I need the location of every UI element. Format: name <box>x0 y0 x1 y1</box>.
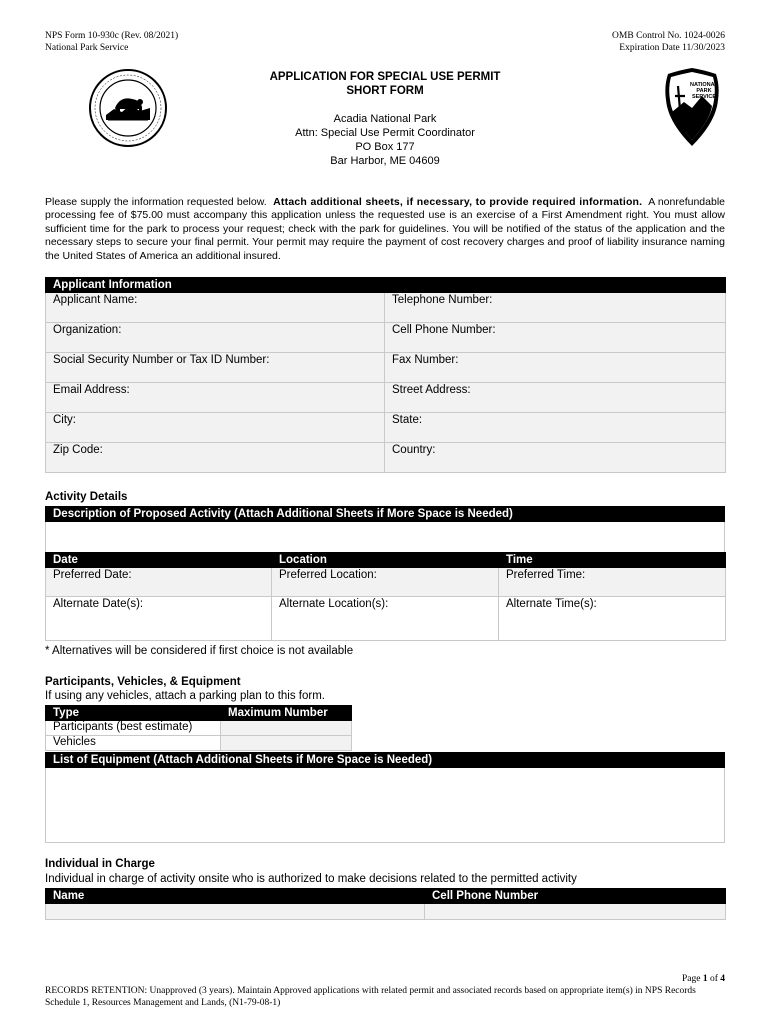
preferred-time-field[interactable]: Preferred Time: <box>499 568 726 597</box>
table-row <box>46 293 726 323</box>
records-retention-note: RECORDS RETENTION: Unapproved (3 years). Maintain Approved applications with related permit and associated records based on appropriate item(s) in NPS Records Schedule 1, Resources Management and Lands, (N1-79-08-1) <box>45 986 696 1008</box>
svg-text:PARK: PARK <box>696 88 712 94</box>
ssn-tax-id-field[interactable]: Social Security Number or Tax ID Number: <box>46 353 385 383</box>
svg-text:NATIONAL: NATIONAL <box>689 82 719 88</box>
type-column-header: Type <box>46 706 221 721</box>
cell-phone-number-field[interactable]: Cell Phone Number: <box>385 323 726 353</box>
participants-title: Participants, Vehicles, & Equipment <box>45 676 241 688</box>
activity-description-header: Description of Proposed Activity (Attach Additional Sheets if More Space is Needed) <box>46 507 725 522</box>
form-header-right <box>612 30 725 54</box>
state-field[interactable]: State: <box>385 413 726 443</box>
page-number: Page 1 of 4 <box>681 974 725 984</box>
form-title-line1: APPLICATION FOR SPECIAL USE PERMIT <box>269 71 501 83</box>
telephone-number-field[interactable]: Telephone Number: <box>385 293 726 323</box>
agency-name: National Park Service <box>45 43 129 53</box>
equipment-table <box>45 752 725 843</box>
interior-seal-icon <box>88 68 168 148</box>
individual-in-charge-note: Individual in charge of activity onsite who is authorized to make decisions related to the permitted activity <box>45 873 577 885</box>
attention-line: Attn: Special Use Permit Coordinator <box>295 127 475 139</box>
participants-row-label: Participants (best estimate) <box>46 721 221 736</box>
applicant-info-table <box>45 277 726 473</box>
form-title-line2: SHORT FORM <box>346 85 424 97</box>
alternatives-note: * Alternatives will be considered if first choice is not available <box>45 645 354 657</box>
individual-cell-phone-field[interactable] <box>425 904 726 920</box>
table-row <box>46 413 726 443</box>
fax-number-field[interactable]: Fax Number: <box>385 353 726 383</box>
nps-arrowhead-icon <box>662 66 722 148</box>
preferred-location-field[interactable]: Preferred Location: <box>272 568 499 597</box>
equipment-header: List of Equipment (Attach Additional Sheets if More Space is Needed) <box>46 753 725 768</box>
form-number: NPS Form 10-930c (Rev. 08/2021) <box>45 31 179 41</box>
table-row <box>46 736 352 751</box>
activity-details-title: Activity Details <box>45 491 128 503</box>
equipment-list-field[interactable] <box>46 768 725 843</box>
svg-text:SERVICE: SERVICE <box>691 94 717 100</box>
po-box: PO Box 177 <box>355 141 415 153</box>
zip-code-field[interactable]: Zip Code: <box>46 443 385 473</box>
date-location-time-table <box>45 552 726 641</box>
participants-table <box>45 705 352 751</box>
individual-in-charge-table <box>45 888 726 920</box>
table-row <box>46 443 726 473</box>
individual-name-field[interactable] <box>46 904 425 920</box>
individual-in-charge-title: Individual in Charge <box>45 858 155 870</box>
city-state-zip: Bar Harbor, ME 04609 <box>330 155 440 167</box>
intro-rest: A nonrefundable processing fee of $75.00 must accompany this application unless the requested use is an exercise of a First Amendment right. You must allow sufficient time for the park to process your request; check with the park for guidelines. You will be notified of the status of the application and the necessary steps to secure your final permit. Your permit may require the payment of cost recovery charges and proof of liability insurance naming the United States of America an additional insured. <box>45 196 725 262</box>
intro-lead: Please supply the information requested below. <box>45 196 267 208</box>
organization-field[interactable]: Organization: <box>46 323 385 353</box>
alternate-location-field[interactable]: Alternate Location(s): <box>272 597 499 641</box>
form-header-left <box>45 30 178 54</box>
cell-phone-column-header: Cell Phone Number <box>425 889 726 904</box>
preferred-date-field[interactable]: Preferred Date: <box>46 568 272 597</box>
country-field[interactable]: Country: <box>385 443 726 473</box>
mailing-address <box>200 112 570 168</box>
form-title <box>200 70 570 98</box>
table-row <box>46 597 726 641</box>
vehicles-row-label: Vehicles <box>46 736 221 751</box>
applicant-info-header: Applicant Information <box>46 278 385 293</box>
table-row <box>46 721 352 736</box>
street-address-field[interactable]: Street Address: <box>385 383 726 413</box>
email-address-field[interactable]: Email Address: <box>46 383 385 413</box>
table-row <box>46 383 726 413</box>
page-footer <box>45 973 725 1009</box>
alternate-date-field[interactable]: Alternate Date(s): <box>46 597 272 641</box>
time-column-header: Time <box>499 553 726 568</box>
table-row <box>46 568 726 597</box>
parking-plan-note: If using any vehicles, attach a parking plan to this form. <box>45 690 325 702</box>
intro-bold: Attach additional sheets, if necessary, to provide required information. <box>273 196 643 208</box>
applicant-name-field[interactable]: Applicant Name: <box>46 293 385 323</box>
max-number-column-header: Maximum Number <box>221 706 352 721</box>
table-row <box>46 323 726 353</box>
table-row <box>46 904 726 920</box>
activity-description-table <box>45 506 725 553</box>
table-row <box>46 353 726 383</box>
omb-control-number: OMB Control No. 1024-0026 <box>612 31 725 41</box>
location-column-header: Location <box>272 553 499 568</box>
alternate-time-field[interactable]: Alternate Time(s): <box>499 597 726 641</box>
city-field[interactable]: City: <box>46 413 385 443</box>
expiration-date: Expiration Date 11/30/2023 <box>619 43 725 53</box>
park-name: Acadia National Park <box>333 113 437 125</box>
date-column-header: Date <box>46 553 272 568</box>
activity-description-field[interactable] <box>46 522 725 553</box>
name-column-header: Name <box>46 889 425 904</box>
participants-count-field[interactable] <box>221 721 352 736</box>
applicant-info-header-row <box>46 278 726 293</box>
vehicles-count-field[interactable] <box>221 736 352 751</box>
intro-paragraph <box>45 196 725 263</box>
